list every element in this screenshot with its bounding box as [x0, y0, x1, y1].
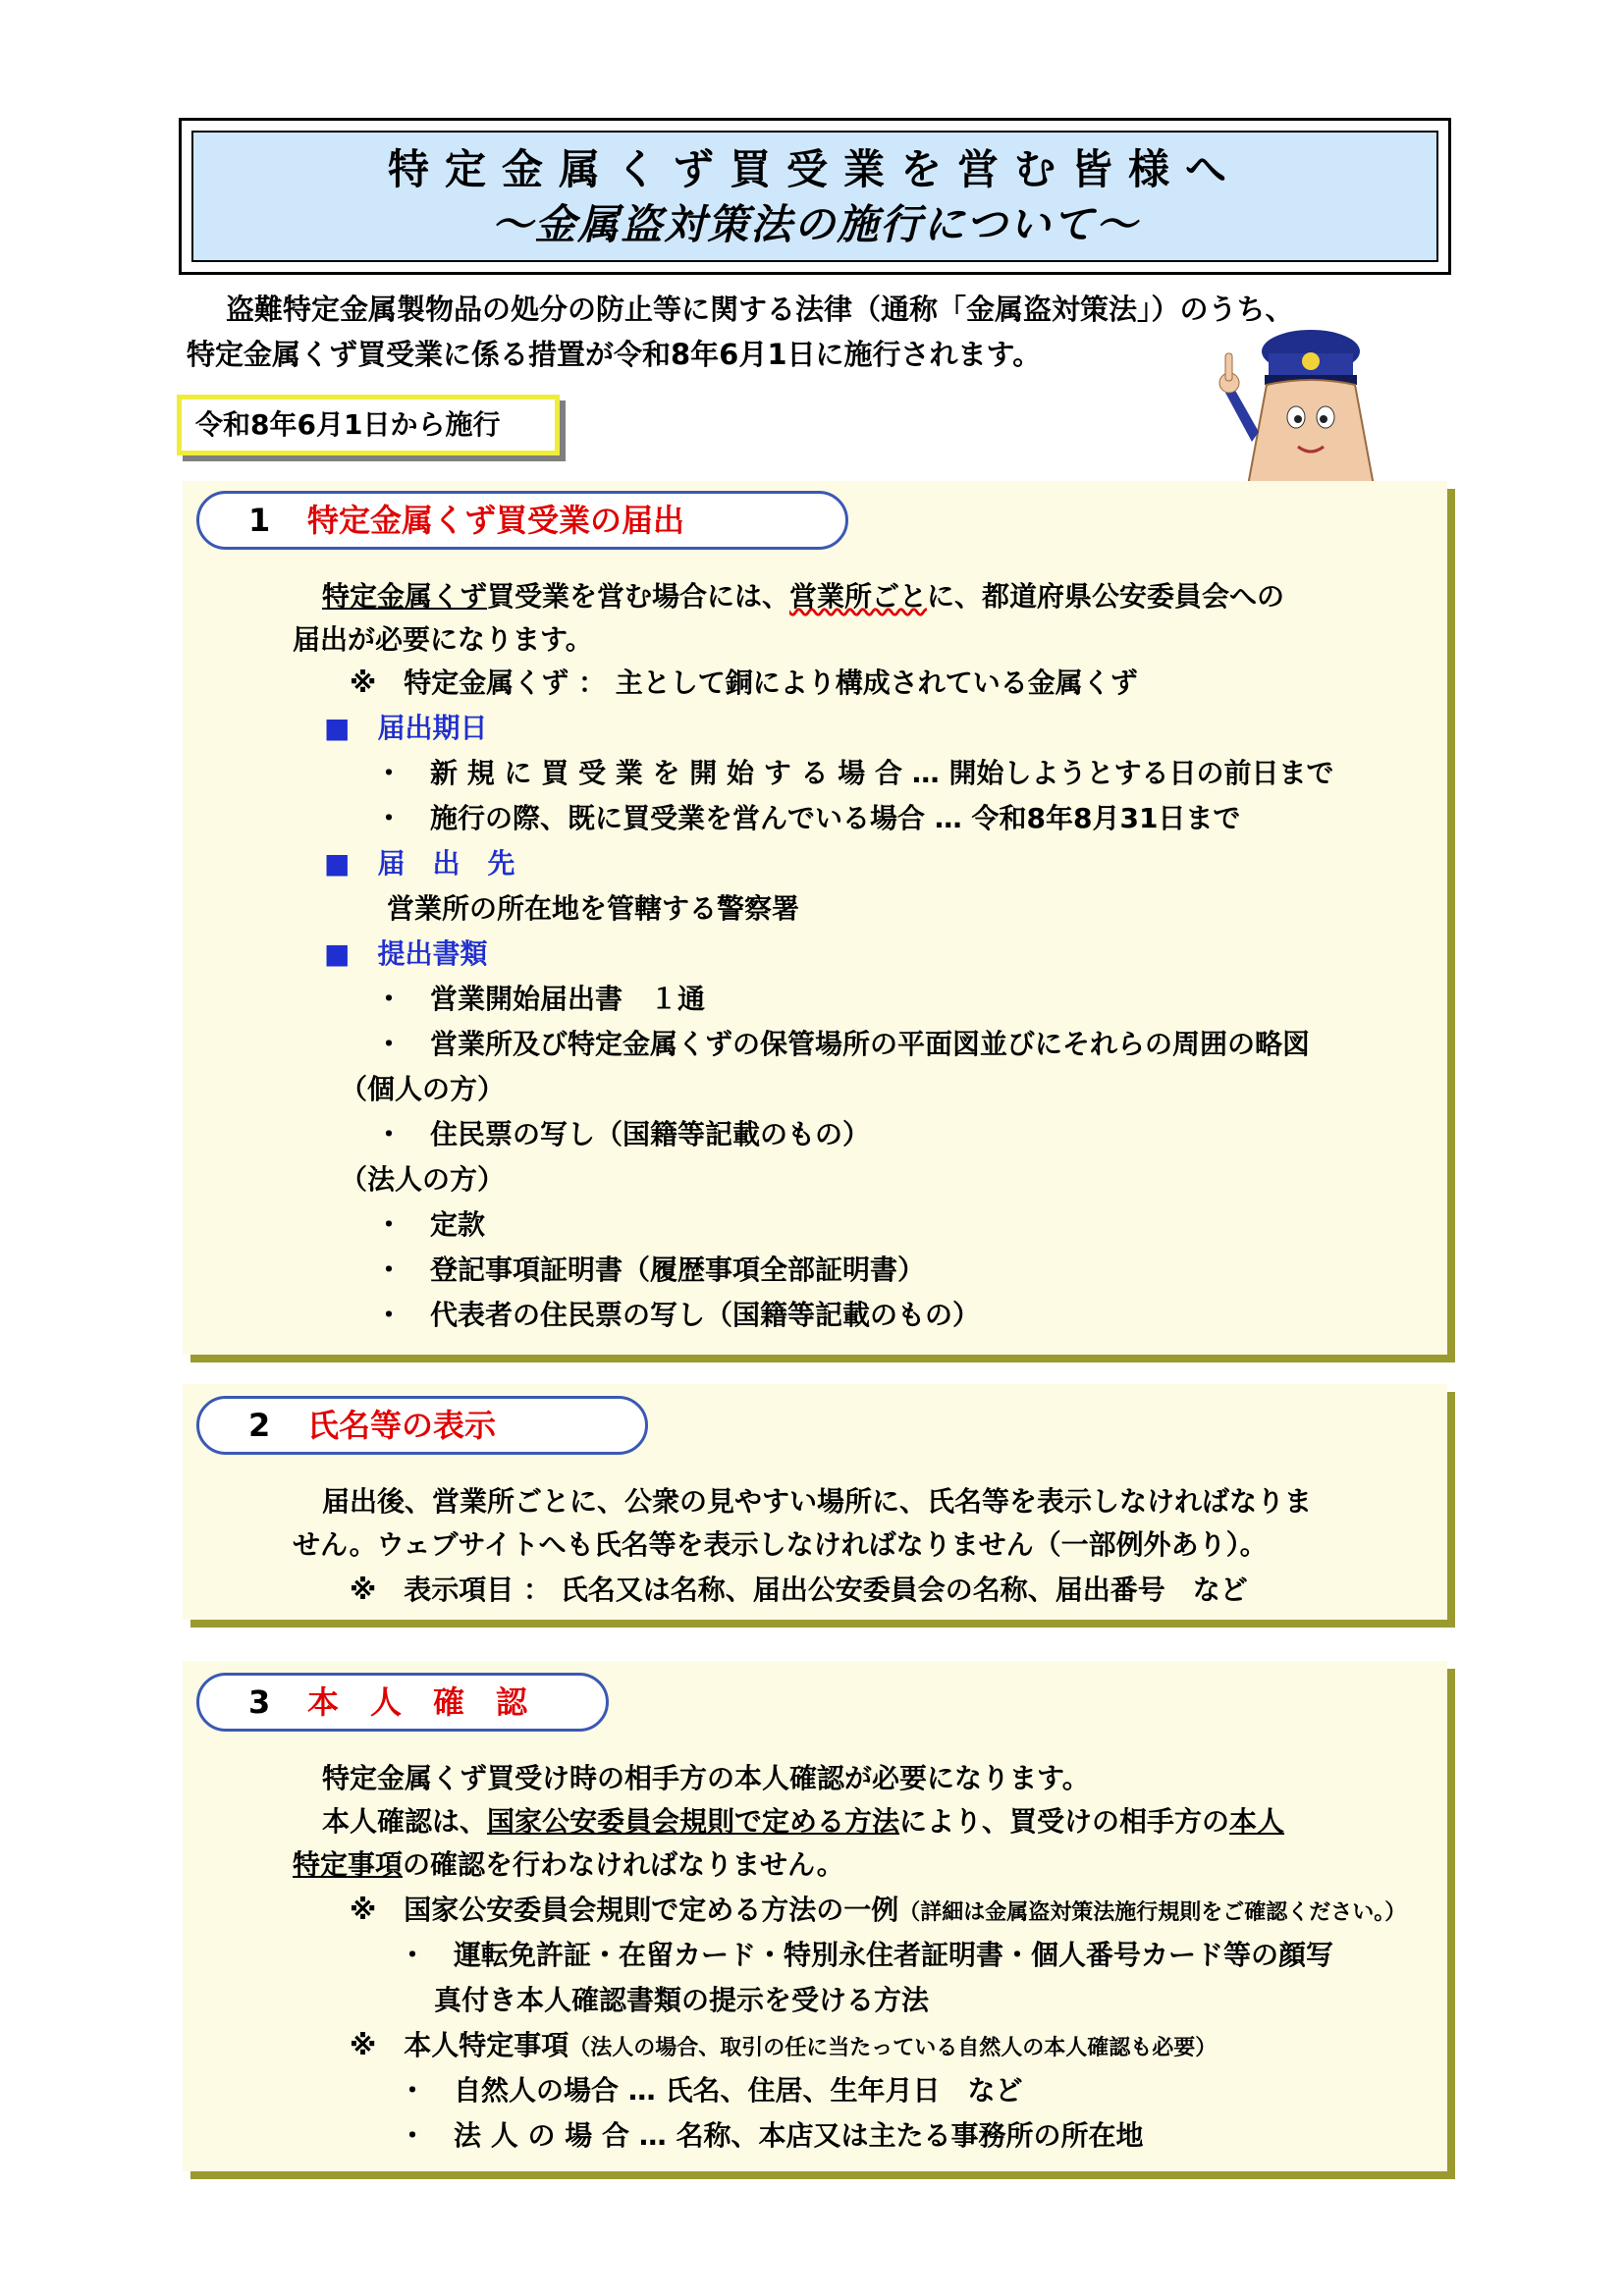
text-segment: 本人確認は、 [322, 1805, 488, 1838]
text-segment: により、買受けの相手方の [899, 1805, 1230, 1838]
intro-line-2: 特定金属くず買受業に係る措置が令和8年6月1日に施行されます。 [187, 338, 1042, 371]
matters-note-small: （法人の場合、取引の任に当たっている自然人の本人確認も必要） [568, 2036, 1218, 2060]
title-frame [179, 118, 1451, 275]
section-2-number: 2 [248, 1407, 271, 1444]
section-2-line2: せん。ウェブサイトへも氏名等を表示しなければなりません（一部例外あり）。 [293, 1528, 1268, 1561]
documents-heading: ■ 提出書類 [324, 937, 488, 970]
corporation-item: ・ 代表者の住民票の写し（国籍等記載のもの） [375, 1299, 981, 1331]
term-identity: 本人 [1229, 1805, 1285, 1838]
section-3-line2 [322, 1802, 1284, 1842]
method-note [350, 1891, 1406, 1933]
individual-label: （個人の方） [340, 1073, 506, 1105]
intro-line-1: 盗難特定金属製物品の処分の防止等に関する法律（通称「金属盗対策法」）のうち、 [226, 293, 1294, 326]
identity-matters-item: ・ 自然人の場合 … 氏名、住居、生年月日 など [399, 2074, 1023, 2107]
text-segment: の確認を行わなければなりません。 [403, 1848, 844, 1881]
method-item-line2: 真付き本人確認書類の提示を受ける方法 [434, 1984, 930, 2016]
deadline-heading: ■ 届出期日 [324, 712, 488, 744]
section-1-title: 特定金属くず買受業の届出 [307, 502, 685, 539]
section-2-note: ※ 表示項目 ： 氏名又は名称、届出公安委員会の名称、届出番号 など [350, 1574, 1248, 1606]
destination-heading: ■ 届 出 先 [324, 847, 515, 880]
section-3-number: 3 [248, 1683, 271, 1721]
text-segment: 買受業を営む場合には、 [487, 580, 790, 613]
section-1-para-line2: 届出が必要になります。 [293, 623, 593, 656]
section-3-title: 本 人 確 認 [307, 1683, 528, 1721]
section-notification [183, 481, 1447, 1355]
corporation-item: ・ 定款 [375, 1208, 486, 1241]
individual-item: ・ 住民票の写し（国籍等記載のもの） [375, 1118, 871, 1150]
matters-note-text: ※ 本人特定事項 [350, 2029, 569, 2061]
deadline-item: ・ 新 規 に 買 受 業 を 開 始 す る 場 合 … 開始しようとする日の前日まで [375, 757, 1334, 789]
section-3-line1: 特定金属くず買受け時の相手方の本人確認が必要になります。 [322, 1762, 1090, 1794]
section-1-note: ※ 特定金属くず ： 主として銅により構成されている金属くず [350, 667, 1138, 699]
identity-matters-note [350, 2026, 1217, 2068]
title-banner [191, 131, 1438, 262]
document-item: ・ 営業開始届出書 １通 [375, 983, 706, 1015]
section-2-header [196, 1396, 648, 1455]
term-per-office: 営業所ごと [789, 580, 928, 613]
section-name-display [183, 1384, 1447, 1620]
deadline-item: ・ 施行の際、既に買受業を営んでいる場合 … 令和8年8月31日まで [375, 802, 1241, 834]
destination-text: 営業所の所在地を管轄する警察署 [387, 892, 800, 925]
section-3-header [196, 1673, 609, 1732]
text-segment: に、都道府県公安委員会への [927, 580, 1285, 613]
corporation-label: （法人の方） [340, 1163, 506, 1196]
document-item: ・ 営業所及び特定金属くずの保管場所の平面図並びにそれらの周囲の略図 [375, 1028, 1311, 1060]
section-2-line1: 届出後、営業所ごとに、公衆の見やすい場所に、氏名等を表示しなければなりま [322, 1485, 1313, 1518]
section-1-number: 1 [248, 502, 271, 539]
identity-matters-item: ・ 法 人 の 場 合 … 名称、本店又は主たる事務所の所在地 [399, 2119, 1144, 2152]
term-method: 国家公安委員会規則で定める方法 [487, 1805, 900, 1838]
section-3-line3 [293, 1845, 844, 1885]
section-2-title: 氏名等の表示 [307, 1407, 497, 1444]
section-identity-check [183, 1661, 1447, 2171]
section-1-para-line1 [322, 577, 1284, 616]
term-specified-scrap: 特定金属くず [322, 580, 488, 613]
page-subtitle: ～金属盗対策法の施行について～ [491, 200, 1139, 248]
page-title: 特定金属くず買受業を営む皆様へ [387, 145, 1242, 193]
method-item-line1: ・ 運転免許証・在留カード・特別永住者証明書・個人番号カード等の顔写 [399, 1939, 1334, 1971]
corporation-item: ・ 登記事項証明書（履歴事項全部証明書） [375, 1254, 926, 1286]
method-note-small: （詳細は金属盗対策法施行規則をご確認ください。） [898, 1900, 1407, 1925]
method-note-text: ※ 国家公安委員会規則で定める方法の一例 [350, 1894, 899, 1926]
term-identity-matters: 特定事項 [293, 1848, 404, 1881]
effective-date-label: 令和8年6月1日から施行 [177, 395, 560, 455]
section-1-header [196, 491, 848, 550]
